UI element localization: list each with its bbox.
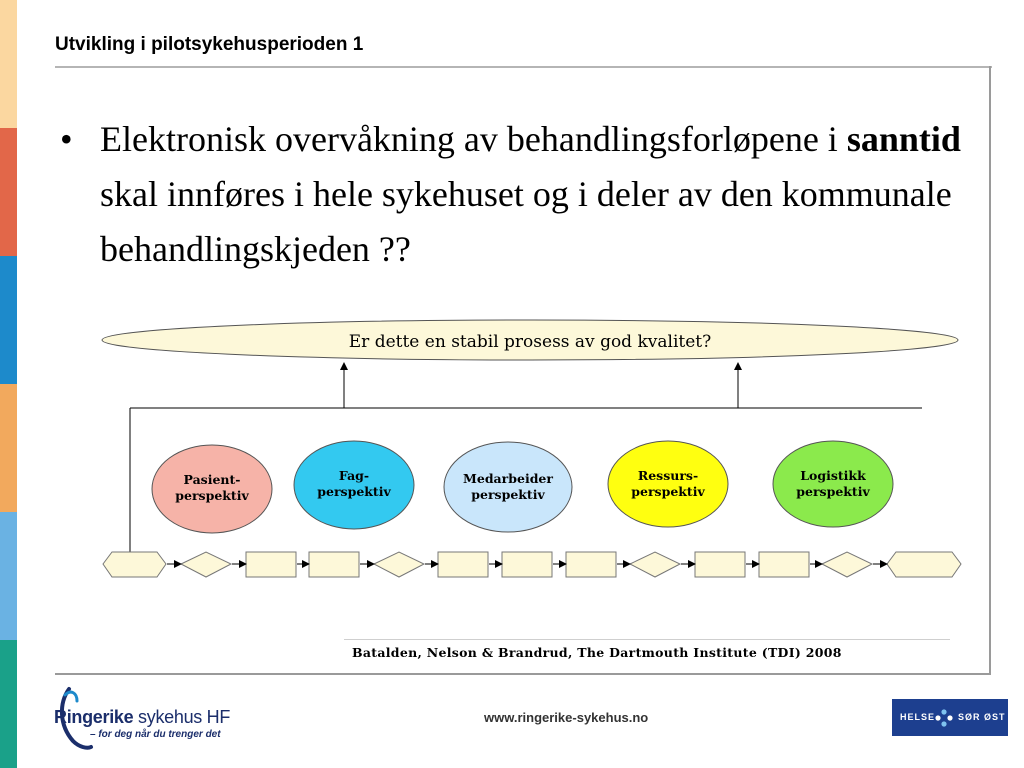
flow-decision bbox=[181, 552, 231, 577]
bullet-text-start: Elektronisk overvåkning av behandlingsforløpene i bbox=[100, 119, 847, 159]
bullet-text-bold: sanntid bbox=[846, 119, 961, 159]
brand-name bbox=[54, 707, 230, 728]
bullet-marker: • bbox=[60, 119, 73, 159]
brand-name-bold: Ringerike bbox=[54, 707, 134, 727]
slide-title: Utvikling i pilotsykehusperioden 1 bbox=[55, 34, 364, 55]
website-link[interactable]: www.ringerike-sykehus.no bbox=[484, 710, 649, 725]
perspective-label-line2: perspektiv bbox=[796, 484, 870, 499]
flow-start-hexagon bbox=[103, 552, 166, 577]
perspective-label-line2: perspektiv bbox=[631, 484, 705, 499]
perspective-label-line1: Fag- bbox=[338, 468, 370, 483]
perspective-label-line2: perspektiv bbox=[471, 487, 545, 502]
flow-decision bbox=[822, 552, 872, 577]
flow-decision bbox=[630, 552, 680, 577]
perspective-label-line2: perspektiv bbox=[175, 488, 249, 503]
flow-step bbox=[695, 552, 745, 577]
bullet-text-end: skal innføres i hele sykehuset og i deler av den kommunale behandlingskjeden ?? bbox=[100, 174, 952, 269]
flow-step bbox=[502, 552, 552, 577]
perspective-ressurs bbox=[608, 441, 728, 527]
flow-decision bbox=[374, 552, 424, 577]
perspective-pasient bbox=[152, 445, 272, 533]
flow-step bbox=[438, 552, 488, 577]
flow-step bbox=[246, 552, 296, 577]
flow-step bbox=[759, 552, 809, 577]
perspective-label-line1: Pasient- bbox=[183, 472, 241, 487]
perspective-label-line1: Logistikk bbox=[800, 468, 866, 483]
citation-text: Batalden, Nelson & Brandrud, The Dartmouth Institute (TDI) 2008 bbox=[352, 645, 842, 660]
sor-ost-label: SØR ØST bbox=[958, 712, 1006, 722]
perspective-medarbeider bbox=[444, 442, 572, 532]
perspective-label-line1: Medarbeider bbox=[463, 471, 553, 486]
perspective-fag bbox=[294, 441, 414, 529]
perspective-logistikk bbox=[773, 441, 893, 527]
brand-tagline: – for deg når du trenger det bbox=[90, 729, 221, 740]
process-flow bbox=[103, 552, 961, 577]
helse-sor-ost-logo bbox=[892, 699, 1008, 736]
perspective-label-line2: perspektiv bbox=[317, 484, 391, 499]
flow-end-hexagon bbox=[887, 552, 961, 577]
helse-label: HELSE bbox=[900, 712, 936, 722]
perspective-label-line1: Ressurs- bbox=[637, 468, 699, 483]
citation-box bbox=[344, 639, 950, 664]
flow-step bbox=[566, 552, 616, 577]
question-text: Er dette en stabil prosess av god kvalitet? bbox=[348, 332, 712, 352]
helse-dots-icon bbox=[933, 707, 955, 729]
brand-name-rest: sykehus HF bbox=[133, 707, 231, 727]
flow-step bbox=[309, 552, 359, 577]
